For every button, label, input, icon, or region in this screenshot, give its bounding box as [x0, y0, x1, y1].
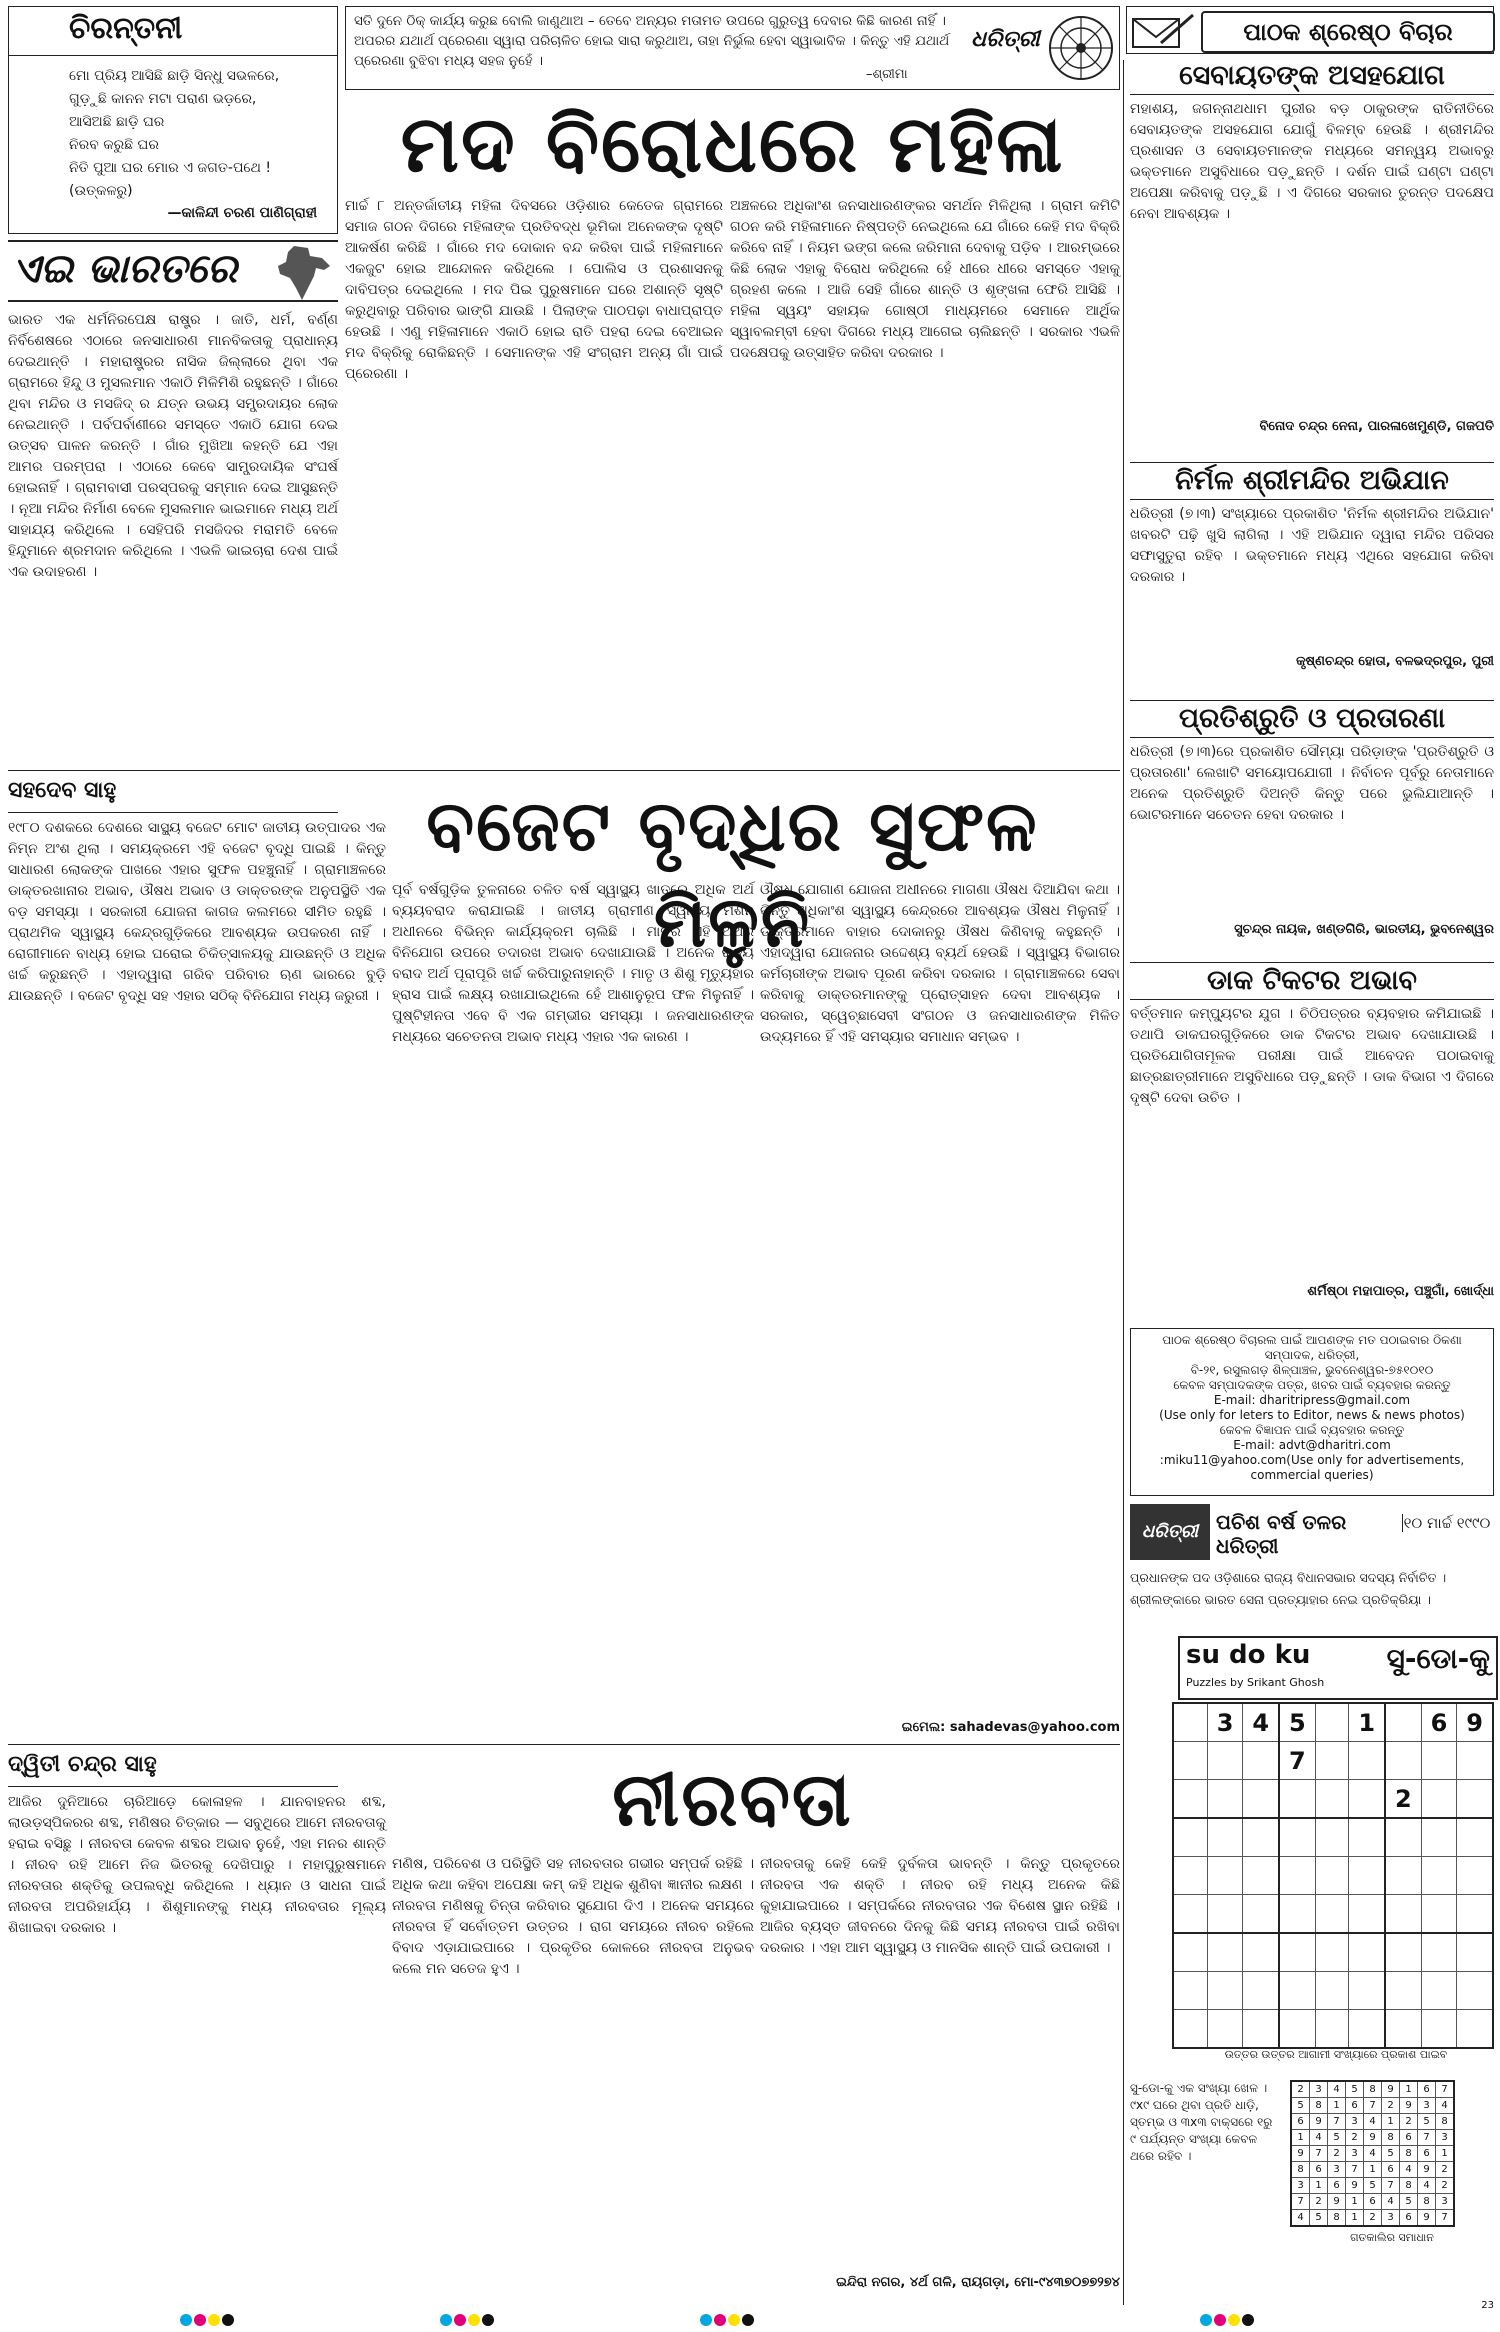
sudoku-cell[interactable]	[1421, 1780, 1457, 1819]
solution-cell: 4	[1364, 2146, 1382, 2162]
sudoku-cell[interactable]	[1207, 1933, 1243, 1972]
page-number: 23	[1481, 2300, 1494, 2311]
contact-line-2: ସମ୍ପାଦକ, ଧରିତ୍ରୀ,	[1264, 1348, 1360, 1362]
sudoku-cell[interactable]	[1421, 1857, 1457, 1895]
sudoku-cell[interactable]	[1315, 1742, 1349, 1780]
sudoku-cell[interactable]	[1279, 2010, 1315, 2049]
headline-2: ବଜେଟ ବୃଦ୍ଧିର ସୁଫଳ ମିଳୁନି	[426, 785, 1039, 963]
solution-cell: 6	[1382, 2162, 1400, 2178]
reg-dot	[700, 2314, 712, 2326]
poem-box	[8, 6, 338, 234]
quote-logo: ଧରିତ୍ରୀ	[971, 27, 1040, 52]
solution-cell: 9	[1418, 2162, 1436, 2178]
column-header	[8, 240, 338, 302]
reg-dot	[440, 2314, 452, 2326]
sudoku-cell[interactable]	[1421, 1742, 1457, 1780]
sudoku-cell[interactable]	[1315, 1933, 1349, 1972]
sudoku-cell[interactable]	[1421, 1972, 1457, 2010]
sudoku-cell[interactable]	[1279, 1895, 1315, 1934]
letter-4	[1130, 962, 1494, 1322]
solution-cell: 8	[1436, 2114, 1455, 2130]
contact-box	[1130, 1328, 1494, 1496]
sudoku-cell[interactable]	[1349, 1972, 1385, 2010]
solution-cell: 2	[1328, 2146, 1346, 2162]
poem-line: (ଉତ୍କଳରୁ)	[69, 183, 133, 199]
sudoku-cell[interactable]	[1207, 1857, 1243, 1895]
solution-cell: 7	[1436, 2210, 1455, 2227]
solution-cell: 5	[1364, 2178, 1382, 2194]
solution-cell: 1	[1382, 2114, 1400, 2130]
solution-cell: 8	[1400, 2146, 1418, 2162]
quote-author: –ଶ୍ରୀମା	[866, 67, 908, 82]
sudoku-cell[interactable]: 4	[1243, 1703, 1279, 1742]
solution-cell: 2	[1436, 2178, 1455, 2194]
poem-line: ଆସିଅଛି ଛାଡ଼ି ଘର	[69, 114, 165, 130]
article-3-byline: ଇନ୍ଦିରା ନଗର, ୪ର୍ଥ ଗଳି, ରାୟଗଡ଼ା, ମୋ-୯୪୩୭୦୭୭୨୭୪	[836, 2275, 1120, 2290]
sudoku-cell[interactable]	[1207, 1818, 1243, 1857]
letter-1-body: ମହାଶୟ, ଜଗନ୍ନାଥଧାମ ପୁରୀର ବଡ଼ ଠାକୁରଙ୍କ ରାତିନୀତିରେ ସେବାୟତଙ୍କ ଅସହଯୋଗ ଯୋଗୁଁ ବିଳମ୍ବ ହେଉଛି । ଶ୍ରୀମନ୍ଦିର ପ୍ରଶାସନ ଓ ସେବାୟତମାନଙ୍କ ମଧ୍ୟରେ ସମନ୍ୱୟ ଅଭାବରୁ ଭକ୍ତମାନେ ଅସୁବିଧାରେ ପଡ଼ୁଛନ୍ତି । ଦର୍ଶନ ପାଇଁ ଘଣ୍ଟା ଘଣ୍ଟା ଅପେକ୍ଷା କରିବାକୁ ପଡ଼ୁଛି । ଏ ଦିଗରେ ସରକାର ତୁରନ୍ତ ପଦକ୍ଷେପ ନେବା ଆବଶ୍ୟକ ।	[1130, 101, 1494, 222]
sudoku-grid	[1172, 1702, 1494, 2049]
sudoku-cell[interactable]	[1207, 1972, 1243, 2010]
solution-cell: 6	[1328, 2178, 1346, 2194]
sudoku-rules: ସୁ-ଡୋ-କୁ ଏକ ସଂଖ୍ୟା ଖେଳ । ୯x୯ ଘରେ ଥିବା ପ୍ରତି ଧାଡ଼ି, ସ୍ତମ୍ଭ ଓ ୩x୩ ବାକ୍ସରେ ୧ରୁ ୯ ପର୍ଯ୍ୟନ୍ତ ସଂଖ୍ୟା କେବଳ ଥରେ ରହିବ ।	[1130, 2081, 1273, 2163]
sudoku-cell[interactable]	[1243, 1933, 1279, 1972]
sudoku-cell[interactable]	[1457, 1818, 1493, 1857]
sudoku-cell[interactable]: 9	[1457, 1703, 1493, 1742]
solution-cell: 1	[1346, 2194, 1364, 2210]
throwback-logo: ଧରିତ୍ରୀ	[1130, 1504, 1210, 1560]
solution-cell: 4	[1310, 2130, 1328, 2146]
solution-cell: 3	[1346, 2114, 1364, 2130]
letter-2-sign: କୃଷ୍ଣଚନ୍ଦ୍ର ହୋତା, ବଳଭଦ୍ରପୁର, ପୁରୀ	[1295, 654, 1494, 669]
registration-mark-1	[180, 2314, 234, 2326]
sudoku-cell[interactable]: 2	[1385, 1780, 1421, 1819]
solution-cell: 1	[1346, 2210, 1364, 2227]
solution-cell: 2	[1346, 2130, 1364, 2146]
sudoku-cell[interactable]	[1349, 1742, 1385, 1780]
sudoku-cell[interactable]	[1207, 1780, 1243, 1819]
letter-2	[1130, 462, 1494, 697]
solution-cell: 9	[1418, 2210, 1436, 2227]
contact-line-4: କେବଳ ସମ୍ପାଦକଙ୍କ ପତ୍ର, ଖବର ପାଇଁ ବ୍ୟବହାର କରନ୍ତୁ	[1173, 1378, 1451, 1392]
sudoku-cell[interactable]	[1243, 1780, 1279, 1819]
solution-cell: 7	[1310, 2146, 1328, 2162]
solution-cell: 6	[1346, 2098, 1364, 2114]
letter-3-title: ପ୍ରତିଶ୍ରୁତି ଓ ପ୍ରତାରଣା	[1130, 700, 1494, 738]
sudoku-cell[interactable]: 3	[1207, 1703, 1243, 1742]
sudoku-logo-latin: su do ku	[1186, 1640, 1311, 1670]
sudoku-cell[interactable]	[1385, 1742, 1421, 1780]
solution-cell: 7	[1346, 2162, 1364, 2178]
solution-cell: 9	[1364, 2130, 1382, 2146]
sudoku-cell[interactable]: 1	[1349, 1703, 1385, 1742]
solution-cell: 9	[1400, 2098, 1418, 2114]
poem-line: ଗୁଡ଼ୁଛି କାନନ ମଟା ପରାଣ ଭଡ଼ରେ,	[69, 91, 257, 107]
sudoku-cell[interactable]	[1421, 1933, 1457, 1972]
sudoku-cell[interactable]: 5	[1279, 1703, 1315, 1742]
solution-cell: 5	[1310, 2210, 1328, 2227]
sudoku-cell[interactable]	[1349, 1818, 1385, 1857]
sudoku-cell[interactable]	[1457, 1780, 1493, 1819]
article-2-col-1: ୧୯୮୦ ଦଶକରେ ଦେଶରେ ସାସ୍ଥ୍ୟ ବଜେଟ ମୋଟ ଜାତୀୟ ଉତ୍ପାଦର ଏକ ନିମ୍ନ ଅଂଶ ଥିଲା । ସମୟକ୍ରମେ ଏହି ବଜେଟ ବୃଦ୍ଧି ପାଇଛି । କିନ୍ତୁ ସାଧାରଣ ଲୋକଙ୍କ ପାଖରେ ଏହାର ସୁଫଳ ପହଞ୍ଚୁନାହିଁ । ଗ୍ରାମାଞ୍ଚଳରେ ଡାକ୍ତରଖାନାର ଅଭାବ, ଔଷଧ ଅଭାବ ଓ ଡାକ୍ତରଙ୍କ ଅନୁପସ୍ଥିତି ଏକ ବଡ଼ ସମସ୍ୟା । ସରକାରୀ ଯୋଜନା କାଗଜ କଲମରେ ସୀମିତ ରହୁଛି । ପ୍ରାଥମିକ ସ୍ୱାସ୍ଥ୍ୟ କେନ୍ଦ୍ରଗୁଡ଼ିକରେ ଆବଶ୍ୟକ ଉପକରଣ ନାହିଁ । ରୋଗୀମାନେ ବାଧ୍ୟ ହୋଇ ଘରୋଇ ଚିକିତ୍ସାଳୟକୁ ଯାଉଛନ୍ତି ଓ ଅଧିକ ଖର୍ଚ୍ଚ କରୁଛନ୍ତି । ଏହାଦ୍ୱାରା ଗରିବ ପରିବାର ଋଣ ଭାରରେ ବୁଡ଼ି ଯାଉଛନ୍ତି । ବଜେଟ ବୃଦ୍ଧି ସହ ଏହାର ସଠିକ୍ ବିନିଯୋଗ ମଧ୍ୟ ଜରୁରୀ ।	[8, 820, 386, 1004]
article-2-byline: ଇମେଲ: sahadevas@yahoo.com	[901, 1720, 1120, 1735]
letter-1	[1130, 60, 1494, 460]
solution-cell: 6	[1291, 2114, 1310, 2130]
letter-4-body: ବର୍ତ୍ତମାନ କମ୍ପ୍ୟୁଟର ଯୁଗ । ଚିଠିପତ୍ରର ବ୍ୟବହାର କମିଯାଇଛି । ତଥାପି ଡାକଘରଗୁଡ଼ିକରେ ଡାକ ଟିକଟର ଅଭାବ ଦେଖାଯାଉଛି । ପ୍ରତିଯୋଗିତାମୂଳକ ପରୀକ୍ଷା ପାଇଁ ଆବେଦନ ପଠାଇବାକୁ ଛାତ୍ରଛାତ୍ରୀମାନେ ଅସୁବିଧାରେ ପଡ଼ୁଛନ୍ତି । ଡାକ ବିଭାଗ ଏ ଦିଗରେ ଦୃଷ୍ଟି ଦେବା ଉଚିତ ।	[1130, 1006, 1494, 1106]
solution-cell: 5	[1328, 2130, 1346, 2146]
sudoku-cell[interactable]	[1457, 1972, 1493, 2010]
reg-dot	[728, 2314, 740, 2326]
reg-dot	[208, 2314, 220, 2326]
headline-3: ନୀରବତା	[612, 1757, 853, 1843]
sudoku-cell[interactable]	[1173, 2010, 1207, 2049]
solution-cell: 7	[1436, 2081, 1455, 2098]
registration-mark-3	[700, 2314, 754, 2326]
sudoku-cell[interactable]	[1421, 1895, 1457, 1934]
sudoku-cell[interactable]	[1243, 1818, 1279, 1857]
sudoku-cell[interactable]	[1173, 1857, 1207, 1895]
contact-email-1-note: (Use only for leters to Editor, news & news photos)	[1159, 1408, 1465, 1422]
sudoku-solution-grid	[1290, 2080, 1455, 2227]
author-2: ଦ୍ୱିତୀ ଚନ୍ଦ୍ର ସାହୁ	[8, 1752, 157, 1777]
solution-cell: 3	[1310, 2081, 1328, 2098]
solution-cell: 4	[1291, 2210, 1310, 2227]
wheel-icon	[1046, 11, 1116, 85]
solution-cell: 2	[1310, 2194, 1328, 2210]
sudoku-cell[interactable]	[1421, 2010, 1457, 2049]
reg-dot	[1214, 2314, 1226, 2326]
solution-cell: 3	[1346, 2146, 1364, 2162]
contact-email-2[interactable]: E-mail: advt@dharitri.com	[1233, 1438, 1391, 1452]
sudoku-cell[interactable]	[1207, 1895, 1243, 1934]
poem-line: ମୋ ପ୍ରିୟ ଆସିଛି ଛାଡ଼ି ସିନ୍ଧୁ ସଭଳରେ,	[69, 68, 280, 84]
solution-cell: 7	[1328, 2114, 1346, 2130]
solution-cell: 8	[1418, 2194, 1436, 2210]
sudoku-cell[interactable]	[1279, 1818, 1315, 1857]
solution-cell: 9	[1310, 2114, 1328, 2130]
sudoku-cell[interactable]	[1385, 1933, 1421, 1972]
sudoku-cell[interactable]	[1173, 1933, 1207, 1972]
article-1-col-2: ମାର୍ଚ୍ଚ ୮ ଅନ୍ତର୍ଜାତୀୟ ମହିଳା ଦିବସରେ ଓଡ଼ିଶାର କେତେକ ଗ୍ରାମରେ ସମାଜ ଗଠନ ଦିଗରେ ମହିଳାଙ୍କ ପ୍ରତିବଦ୍ଧ ଭୂମିକା ଅନେକଙ୍କ ଦୃଷ୍ଟି ଆକର୍ଷଣ କରିଛି । ଗାଁରେ ମଦ ଦୋକାନ ବନ୍ଦ କରିବା ପାଇଁ ମହିଳାମାନେ ଏକଜୁଟ ହୋଇ ଆନ୍ଦୋଳନ କରିଥିଲେ । ପୋଲିସ ଓ ପ୍ରଶାସନକୁ ଦାବିପତ୍ର ଦେଇଥିଲେ । ମଦ ପିଇ ପୁରୁଷମାନେ ଘରେ ଅଶାନ୍ତି ସୃଷ୍ଟି କରୁଥିବାରୁ ପରିବାର ଭାଙ୍ଗି ଯାଉଛି । ପିଲାଙ୍କ ପାଠପଢ଼ା ବାଧାପ୍ରାପ୍ତ ହେଉଛି । ଏଣୁ ମହିଳାମାନେ ଏକାଠି ହୋଇ ରାତି ପହରା ଦେଇ ବେଆଇନ ମଦ ବିକ୍ରିକୁ ରୋକିଛନ୍ତି । ସେମାନଙ୍କ ଏହି ସଂଗ୍ରାମ ଅନ୍ୟ ଗାଁ ପାଇଁ ପ୍ରେରଣା ।	[345, 198, 723, 382]
sudoku-cell[interactable]	[1385, 1818, 1421, 1857]
solution-cell: 4	[1328, 2081, 1346, 2098]
sudoku-cell[interactable]	[1315, 1703, 1349, 1742]
poem-author: —କାଳିନ୍ଦୀ ଚରଣ ପାଣିଗ୍ରାହୀ	[167, 205, 317, 221]
article-2-col-2: ପୂର୍ବ ବର୍ଷଗୁଡ଼ିକ ତୁଳନାରେ ଚଳିତ ବର୍ଷ ସ୍ୱାସ୍ଥ୍ୟ ଖାତରେ ଅଧିକ ଅର୍ଥ ବ୍ୟୟବରାଦ କରାଯାଇଛି । ଜାତୀୟ ଗ୍ରାମୀଣ ସ୍ୱାସ୍ଥ୍ୟ ମିଶନ ଅଧୀନରେ ବିଭିନ୍ନ କାର୍ଯ୍ୟକ୍ରମ ଚାଲିଛି । ମାତ୍ର ଏହି ଅର୍ଥର ବିନିଯୋଗ ଉପରେ ତଦାରଖ ଅଭାବ ଦେଖାଯାଉଛି । ଅନେକ ରାଜ୍ୟ ବରାଦ ଅର୍ଥ ପୂରାପୂରି ଖର୍ଚ୍ଚ କରିପାରୁନାହାନ୍ତି । ମାତୃ ଓ ଶିଶୁ ମୃତ୍ୟୁହାର ହ୍ରାସ ପାଇଁ ଲକ୍ଷ୍ୟ ରଖାଯାଇଥିଲେ ହେଁ ଆଶାନୁରୂପ ଫଳ ମିଳୁନାହିଁ । ପୁଷ୍ଟିହୀନତା ଏବେ ବି ଏକ ଗମ୍ଭୀର ସମସ୍ୟା । ଜନସାଧାରଣଙ୍କ ମଧ୍ୟରେ ସଚେତନତା ଅଭାବ ମଧ୍ୟ ଏହାର ଏକ କାରଣ ।	[392, 882, 754, 1045]
sudoku-cell[interactable]	[1349, 1933, 1385, 1972]
sudoku-cell[interactable]	[1173, 1895, 1207, 1934]
solution-cell: 6	[1400, 2130, 1418, 2146]
solution-cell: 4	[1382, 2194, 1400, 2210]
solution-cell: 1	[1328, 2098, 1346, 2114]
reg-dot	[468, 2314, 480, 2326]
sudoku-cell[interactable]	[1279, 1933, 1315, 1972]
sudoku-cell[interactable]	[1243, 2010, 1279, 2049]
sudoku-cell[interactable]: 6	[1421, 1703, 1457, 1742]
reg-dot	[1242, 2314, 1254, 2326]
article-2-col-3: ଔଷଧ ଯୋଗାଣ ଯୋଜନା ଅଧୀନରେ ମାଗଣା ଔଷଧ ଦିଆଯିବା କଥା । କିନ୍ତୁ ଅଧିକାଂଶ ସ୍ୱାସ୍ଥ୍ୟ କେନ୍ଦ୍ରରେ ଆବଶ୍ୟକ ଔଷଧ ମିଳୁନାହିଁ । ଡାକ୍ତରମାନେ ବାହାର ଦୋକାନରୁ ଔଷଧ କିଣିବାକୁ କହୁଛନ୍ତି । ଏହାଦ୍ୱାରା ଯୋଜନାର ଉଦ୍ଦେଶ୍ୟ ବ୍ୟର୍ଥ ହେଉଛି । ସ୍ୱାସ୍ଥ୍ୟ ବିଭାଗର କର୍ମଚାରୀଙ୍କ ଅଭାବ ପୂରଣ କରିବା ଦରକାର । ଗ୍ରାମାଞ୍ଚଳରେ ସେବା କରିବାକୁ ଡାକ୍ତରମାନଙ୍କୁ ପ୍ରୋତ୍ସାହନ ଦେବା ଆବଶ୍ୟକ । ସରକାର, ସ୍ୱେଚ୍ଛାସେବୀ ସଂଗଠନ ଓ ଜନସାଧାରଣଙ୍କ ମିଳିତ ଉଦ୍ୟମରେ ହିଁ ଏହି ସମସ୍ୟାର ସମାଧାନ ସମ୍ଭବ ।	[760, 882, 1120, 1045]
solution-cell: 3	[1382, 2210, 1400, 2227]
sudoku-cell[interactable]	[1279, 1857, 1315, 1895]
quote-text: ସତି ଦୁନେ ଠିକ୍ କାର୍ଯ୍ୟ କରୁଛ ବୋଲି ଜାଣୁଥାଅ – ତେବେ ଅନ୍ୟର ମତାମତ ଉପରେ ଗୁରୁତ୍ୱ ଦେବାର କିଛି କାରଣ ନାହିଁ । ଅପରର ଯଥାର୍ଥ ପ୍ରେରଣା ସ୍ୱାରା ପରିଚାଳିତ ହୋଇ ସାରା କରୁଥାଅ, ତାହା ନିର୍ଭୁଲ ହେବା ସ୍ୱାଭାବିକ । କିନ୍ତୁ ଏହି ଯଥାର୍ଥ ପ୍ରେରଣା ବୁଝିବା ମଧ୍ୟ ସହଜ ନୁହେଁ ।	[354, 13, 950, 69]
sudoku-solution-caption: ଗତକାଲିର ସମାଧାନ	[1350, 2231, 1434, 2244]
solution-cell: 7	[1291, 2194, 1310, 2210]
sudoku-cell[interactable]	[1173, 1780, 1207, 1819]
article-1-col-1: ଭାରତ ଏକ ଧର୍ମନିରପେକ୍ଷ ରାଷ୍ଟ୍ର । ଜାତି, ଧର୍ମ, ବର୍ଣ୍ଣ ନିର୍ବିଶେଷରେ ଏଠାରେ ଜନସାଧାରଣ ମାନବିକତାକୁ ପ୍ରାଧାନ୍ୟ ଦେଇଥାନ୍ତି । ମହାରାଷ୍ଟ୍ରର ନାସିକ ଜିଲ୍ଲାରେ ଥିବା ଏକ ଗ୍ରାମରେ ହିନ୍ଦୁ ଓ ମୁସଲମାନ ଏକାଠି ମିଳିମିଶି ରହୁଛନ୍ତି । ଗାଁରେ ଥିବା ମନ୍ଦିର ଓ ମସଜିଦ୍ ର ଯତ୍ନ ଉଭୟ ସମ୍ପ୍ରଦାୟର ଲୋକ ନେଇଥାନ୍ତି । ପର୍ବପର୍ବାଣୀରେ ସମସ୍ତେ ଏକାଠି ଯୋଗ ଦେଇ ଉତ୍ସବ ପାଳନ କରନ୍ତି । ଗାଁର ମୁଖିଆ କହନ୍ତି ଯେ ଏହା ଆମର ପରମ୍ପରା । ଏଠାରେ କେବେ ସାମ୍ପ୍ରଦାୟିକ ସଂଘର୍ଷ ହୋଇନାହିଁ । ଗ୍ରାମବାସୀ ପରସ୍ପରକୁ ସମ୍ମାନ ଦେଇ ଆସୁଛନ୍ତି । ନୂଆ ମନ୍ଦିର ନିର୍ମାଣ ବେଳେ ମୁସଲମାନ ଭାଇମାନେ ମଧ୍ୟ ଅର୍ଥ ସାହାଯ୍ୟ କରିଥିଲେ । ସେହିପରି ମସଜିଦର ମରାମତି ବେଳେ ହିନ୍ଦୁମାନେ ଶ୍ରମଦାନ କରିଥିଲେ । ଏଭଳି ଭାଇଚାରା ଦେଶ ପାଇଁ ଏକ ଉଦାହରଣ ।	[8, 312, 338, 580]
solution-cell: 7	[1418, 2130, 1436, 2146]
sudoku-cell[interactable]	[1315, 1857, 1349, 1895]
solution-cell: 2	[1436, 2162, 1455, 2178]
column-header-title: ଏଇ ଭାରତରେ	[12, 246, 238, 292]
solution-cell: 5	[1291, 2098, 1310, 2114]
sudoku-logo	[1178, 1636, 1498, 1700]
sudoku-note: ଉତ୍ତର ଉତ୍ତର ଆଗାମୀ ସଂଖ୍ୟାରେ ପ୍ରକାଶ ପାଇବ	[1224, 2048, 1448, 2061]
headline-1: ମଦ ବିରୋଧରେ ମହିଳା	[400, 100, 1065, 190]
poem-line: ନିରବ କରୁଛି ଘର	[69, 137, 160, 153]
author-1: ସହଦେବ ସାହୁ	[8, 778, 117, 803]
sudoku-cell[interactable]	[1243, 1895, 1279, 1934]
solution-cell: 2	[1291, 2081, 1310, 2098]
solution-cell: 9	[1382, 2081, 1400, 2098]
registration-mark-4	[1200, 2314, 1254, 2326]
letter-4-sign: ଶର୍ମିଷ୍ଠା ମହାପାତ୍ର, ପଞ୍ଚୁଗାଁ, ଖୋର୍ଦ୍ଧା	[1307, 1284, 1494, 1299]
solution-cell: 1	[1436, 2146, 1455, 2162]
contact-line-5: କେବଳ ବିଜ୍ଞାପନ ପାଇଁ ବ୍ୟବହାର କରନ୍ତୁ	[1219, 1423, 1405, 1437]
envelope-icon	[1131, 13, 1195, 49]
sudoku-cell[interactable]	[1385, 1895, 1421, 1934]
article-1-col-3: ଅଞ୍ଚଳରେ ଅଧିକାଂଶ ଜନସାଧାରଣଙ୍କର ସମର୍ଥନ ମିଳିଥିଲା । ଗ୍ରାମ କମିଟି ଗଠନ କରି ମହିଳାମାନେ ନିଷ୍ପତ୍ତି ନେଇଥିଲେ ଯେ ଗାଁରେ କେହି ମଦ ବିକ୍ରି କରିବେ ନାହିଁ । ନିୟମ ଭଙ୍ଗ କଲେ ଜରିମାନା ଦେବାକୁ ପଡ଼ିବ । ଆରମ୍ଭରେ କିଛି ଲୋକ ଏହାକୁ ବିରୋଧ କରିଥିଲେ ହେଁ ଧୀରେ ଧୀରେ ସମସ୍ତେ ଏହାକୁ ଗ୍ରହଣ କଲେ । ଆଜି ସେହି ଗାଁରେ ଶାନ୍ତି ଓ ଶୃଙ୍ଖଳା ଫେରି ଆସିଛି । ମହିଳା ସ୍ୱୟଂ ସହାୟକ ଗୋଷ୍ଠୀ ମାଧ୍ୟମରେ ସେମାନେ ଆର୍ଥିକ ସ୍ୱାବଲମ୍ବୀ ହେବା ଦିଗରେ ମଧ୍ୟ ଆଗେଇ ଚାଲିଛନ୍ତି । ସରକାର ଏଭଳି ପଦକ୍ଷେପକୁ ଉତ୍ସାହିତ କରିବା ଦରକାର ।	[730, 198, 1120, 361]
sudoku-cell[interactable]	[1385, 1857, 1421, 1895]
solution-cell: 5	[1382, 2146, 1400, 2162]
solution-cell: 6	[1418, 2146, 1436, 2162]
letters-header-title: ପାଠକ ଶ୍ରେଷ୍ଠ ବିଚାର	[1201, 11, 1495, 53]
sudoku-cell[interactable]	[1349, 1780, 1385, 1819]
solution-cell: 1	[1364, 2162, 1382, 2178]
solution-cell: 9	[1291, 2146, 1310, 2162]
throwback-date: ୧୦ ମାର୍ଚ୍ଚ ୧୯୯୦	[1403, 1514, 1491, 1532]
solution-cell: 6	[1400, 2210, 1418, 2227]
solution-cell: 5	[1418, 2114, 1436, 2130]
reg-dot	[222, 2314, 234, 2326]
contact-line-3: ବି-୨୧, ରସୁଲଗଡ଼ ଶିଳ୍ପାଞ୍ଚଳ, ଭୁବନେଶ୍ୱର-୭୫୧୦୧୦	[1190, 1363, 1434, 1377]
solution-cell: 6	[1418, 2081, 1436, 2098]
sudoku-cell[interactable]	[1315, 1972, 1349, 2010]
sudoku-box	[1178, 1636, 1494, 2076]
sudoku-cell[interactable]	[1173, 1703, 1207, 1742]
sudoku-cell[interactable]	[1457, 1857, 1493, 1895]
throwback-item-2: ଶ୍ରୀଲଙ୍କାରେ ଭାରତ ସେନା ପ୍ରତ୍ୟାହାର ନେଇ ପ୍ରତିକ୍ରିୟା ।	[1130, 1592, 1431, 1607]
throwback-item-1: ପ୍ରଧାନଙ୍କ ପଦ ଓଡ଼ିଶାରେ ରାଜ୍ୟ ବିଧାନସଭାର ସଦସ୍ୟ ନିର୍ବାଚିତ ।	[1130, 1570, 1447, 1585]
reg-dot	[714, 2314, 726, 2326]
solution-cell: 8	[1310, 2098, 1328, 2114]
throwback-title: ପଚିଶ ବର୍ଷ ତଳର ଧରିତ୍ରୀ	[1216, 1510, 1347, 1558]
sudoku-cell[interactable]	[1349, 2010, 1385, 2049]
letter-1-sign: ବିନୋଦ ଚନ୍ଦ୍ର ନେନା, ପାରଳାଖେମୁଣ୍ଡି, ଗଜପତି	[1259, 419, 1494, 434]
sudoku-logo-odia: ସୁ-ଡୋ-କୁ	[1386, 1642, 1490, 1675]
reg-dot	[454, 2314, 466, 2326]
sudoku-cell[interactable]	[1207, 1742, 1243, 1780]
sudoku-solution-box	[1290, 2080, 1494, 2290]
poem-lines	[69, 65, 279, 203]
sudoku-cell[interactable]	[1315, 2010, 1349, 2049]
solution-cell: 2	[1382, 2098, 1400, 2114]
reg-dot	[1228, 2314, 1240, 2326]
india-map-icon	[274, 244, 334, 302]
sudoku-cell[interactable]	[1279, 1972, 1315, 2010]
solution-cell: 1	[1400, 2081, 1418, 2098]
solution-cell: 2	[1400, 2114, 1418, 2130]
article-3-col-2: ମଣିଷ, ପରିବେଶ ଓ ପରିସ୍ଥିତି ସହ ନୀରବତାର ଗଭୀର ସମ୍ପର୍କ ରହିଛି । ଅଧିକ କଥା କହିବା ଅପେକ୍ଷା କମ୍ କହି ଅଧିକ ଶୁଣିବା ଜ୍ଞାନୀର ଲକ୍ଷଣ । ନୀରବତା ମଣିଷକୁ ଚିନ୍ତା କରିବାର ସୁଯୋଗ ଦିଏ । ଅନେକ ସମୟରେ ନୀରବତା ହିଁ ସର୍ବୋତ୍ତମ ଉତ୍ତର । ରାଗ ସମୟରେ ନୀରବ ରହିଲେ ବିବାଦ ଏଡ଼ାଯାଇପାରେ । ପ୍ରକୃତିର କୋଳରେ ନୀରବତା ଅନୁଭବ କଲେ ମନ ସତେଜ ହୁଏ ।	[392, 1856, 754, 1977]
sudoku-cell[interactable]	[1173, 1972, 1207, 2010]
letter-2-body: ଧରିତ୍ରୀ (୭।୩) ସଂଖ୍ୟାରେ ପ୍ରକାଶିତ 'ନିର୍ମଳ ଶ୍ରୀମନ୍ଦିର ଅଭିଯାନ' ଖବରଟି ପଢ଼ି ଖୁସି ଲାଗିଲା । ଏହି ଅଭିଯାନ ଦ୍ୱାରା ମନ୍ଦିର ପରିସର ସଫାସୁତୁରା ରହିବ । ଭକ୍ତମାନେ ମଧ୍ୟ ଏଥିରେ ସହଯୋଗ କରିବା ଦରକାର ।	[1130, 506, 1494, 585]
solution-cell: 6	[1310, 2162, 1328, 2178]
solution-cell: 5	[1400, 2194, 1418, 2210]
solution-cell: 4	[1364, 2114, 1382, 2130]
sudoku-cell[interactable]: 7	[1279, 1742, 1315, 1780]
letter-3	[1130, 700, 1494, 960]
letter-2-title: ନିର୍ମଳ ଶ୍ରୀମନ୍ଦିର ଅଭିଯାନ	[1130, 462, 1494, 500]
registration-mark-2	[440, 2314, 494, 2326]
solution-cell: 6	[1364, 2194, 1382, 2210]
poem-line: ନିତି ପୁଆ ଘର ମୋର ଏ ଜଗତ-ପଥେ !	[69, 160, 271, 176]
sudoku-cell[interactable]	[1349, 1895, 1385, 1934]
sudoku-cell[interactable]	[1349, 1857, 1385, 1895]
article-3-col-3: ନୀରବତାକୁ କେହି କେହି ଦୁର୍ବଳତା ଭାବନ୍ତି । କିନ୍ତୁ ପ୍ରକୃତରେ ନୀରବତା ଏକ ଶକ୍ତି । ନୀରବ ରହି ମଧ୍ୟ ଅନେକ କିଛି କୁହାଯାଇପାରେ । ସମ୍ପର୍କରେ ନୀରବତାର ଏକ ବିଶେଷ ସ୍ଥାନ ରହିଛି । ଆଜିର ବ୍ୟସ୍ତ ଜୀବନରେ ଦିନକୁ କିଛି ସମୟ ନୀରବତା ପାଇଁ ରଖିବା ଦରକାର । ଏହା ଆମ ସ୍ୱାସ୍ଥ୍ୟ ଓ ମାନସିକ ଶାନ୍ତି ପାଇଁ ଉପକାରୀ ।	[760, 1856, 1120, 1956]
sudoku-cell[interactable]	[1243, 1742, 1279, 1780]
solution-cell: 9	[1328, 2194, 1346, 2210]
solution-cell: 4	[1418, 2178, 1436, 2194]
sudoku-cell[interactable]	[1315, 1895, 1349, 1934]
letter-3-sign: ସୁଚନ୍ଦ୍ର ନାୟକ, ଖଣ୍ଡଗିରି, ଭାରତୀୟ, ଭୁବନେଶ୍ୱର	[1234, 922, 1494, 937]
reg-dot	[194, 2314, 206, 2326]
sudoku-cell[interactable]	[1457, 2010, 1493, 2049]
article-3-col-1: ଆଜିର ଦୁନିଆରେ ଚାରିଆଡ଼େ କୋଳାହଳ । ଯାନବାହନର ଶବ୍ଦ, ଲାଉଡ଼ସ୍ପିକରର ଶବ୍ଦ, ମଣିଷର ଚିତ୍କାର — ସବୁଥିରେ ଆମେ ନୀରବତାକୁ ହରାଇ ବସିଛୁ । ନୀରବତା କେବଳ ଶବ୍ଦର ଅଭାବ ନୁହେଁ, ଏହା ମନର ଶାନ୍ତି । ନୀରବ ରହି ଆମେ ନିଜ ଭିତରକୁ ଦେଖିପାରୁ । ମହାପୁରୁଷମାନେ ନୀରବତାର ଶକ୍ତିକୁ ଉପଲବ୍ଧି କରିଥିଲେ । ଧ୍ୟାନ ଓ ସାଧନା ପାଇଁ ନୀରବତା ଅପରିହାର୍ଯ୍ୟ । ଶିଶୁମାନଙ୍କୁ ମଧ୍ୟ ନୀରବତାର ମୂଲ୍ୟ ଶିଖାଇବା ଦରକାର ।	[8, 1794, 386, 1936]
reg-dot	[482, 2314, 494, 2326]
solution-cell: 8	[1400, 2178, 1418, 2194]
letter-4-title: ଡାକ ଟିକଟର ଅଭାବ	[1130, 962, 1494, 1000]
poem-title: ଚିରନ୍ତନୀ	[69, 11, 183, 46]
sudoku-cell[interactable]	[1457, 1895, 1493, 1934]
solution-cell: 3	[1291, 2178, 1310, 2194]
sudoku-cell[interactable]	[1315, 1780, 1349, 1819]
sudoku-cell[interactable]	[1457, 1742, 1493, 1780]
sudoku-cell[interactable]	[1421, 1818, 1457, 1857]
letter-3-body: ଧରିତ୍ରୀ (୭।୩)ରେ ପ୍ରକାଶିତ ସୌମ୍ୟା ପରିଡ଼ାଙ୍କ 'ପ୍ରତିଶ୍ରୁତି ଓ ପ୍ରତାରଣା' ଲେଖାଟି ସମୟୋପଯୋଗୀ । ନିର୍ବାଚନ ପୂର୍ବରୁ ନେତାମାନେ ଅନେକ ପ୍ରତିଶ୍ରୁତି ଦିଅନ୍ତି କିନ୍ତୁ ପରେ ଭୁଲିଯାଆନ୍ତି । ଭୋଟରମାନେ ସଚେତନ ହେବା ଦରକାର ।	[1130, 744, 1494, 823]
throwback-box	[1130, 1504, 1494, 1630]
letter-1-title: ସେବାୟତଙ୍କ ଅସହଯୋଗ	[1130, 60, 1494, 95]
solution-cell: 2	[1364, 2210, 1382, 2227]
solution-cell: 3	[1418, 2098, 1436, 2114]
sudoku-cell[interactable]	[1385, 1972, 1421, 2010]
solution-cell: 3	[1436, 2130, 1455, 2146]
sudoku-byline: Puzzles by Srikant Ghosh	[1186, 1676, 1325, 1689]
contact-email-1[interactable]: E-mail: dharitripress@gmail.com	[1213, 1393, 1411, 1407]
sudoku-cell[interactable]	[1385, 2010, 1421, 2049]
contact-line-1: ପାଠକ ଶ୍ରେଷ୍ଠ ବିଚାରଲ ପାଇଁ ଆପଣଙ୍କ ମତ ପଠାଇବାର ଠିକଣା	[1162, 1333, 1462, 1347]
solution-cell: 8	[1291, 2162, 1310, 2178]
sudoku-cell[interactable]	[1173, 1742, 1207, 1780]
sudoku-cell[interactable]	[1207, 2010, 1243, 2049]
solution-cell: 7	[1364, 2098, 1382, 2114]
solution-cell: 1	[1291, 2130, 1310, 2146]
solution-cell: 8	[1328, 2210, 1346, 2227]
solution-cell: 9	[1346, 2178, 1364, 2194]
solution-cell: 5	[1346, 2081, 1364, 2098]
solution-cell: 8	[1382, 2130, 1400, 2146]
solution-cell: 1	[1310, 2178, 1328, 2194]
solution-cell: 7	[1382, 2178, 1400, 2194]
sudoku-cell[interactable]	[1243, 1857, 1279, 1895]
sudoku-cell[interactable]	[1385, 1703, 1421, 1742]
reg-dot	[742, 2314, 754, 2326]
sudoku-cell[interactable]	[1279, 1780, 1315, 1819]
solution-cell: 3	[1328, 2162, 1346, 2178]
sudoku-cell[interactable]	[1315, 1818, 1349, 1857]
sudoku-cell[interactable]	[1457, 1933, 1493, 1972]
reg-dot	[1200, 2314, 1212, 2326]
letters-header	[1126, 6, 1494, 54]
contact-email-3[interactable]: :miku11@yahoo.com(Use only for advertisements, commercial queries)	[1159, 1453, 1465, 1482]
solution-cell: 3	[1436, 2194, 1455, 2210]
reg-dot	[180, 2314, 192, 2326]
sudoku-cell[interactable]	[1173, 1818, 1207, 1857]
solution-cell: 8	[1364, 2081, 1382, 2098]
solution-cell: 4	[1400, 2162, 1418, 2178]
quote-box	[345, 6, 1120, 90]
sudoku-cell[interactable]	[1243, 1972, 1279, 2010]
solution-cell: 4	[1436, 2098, 1455, 2114]
